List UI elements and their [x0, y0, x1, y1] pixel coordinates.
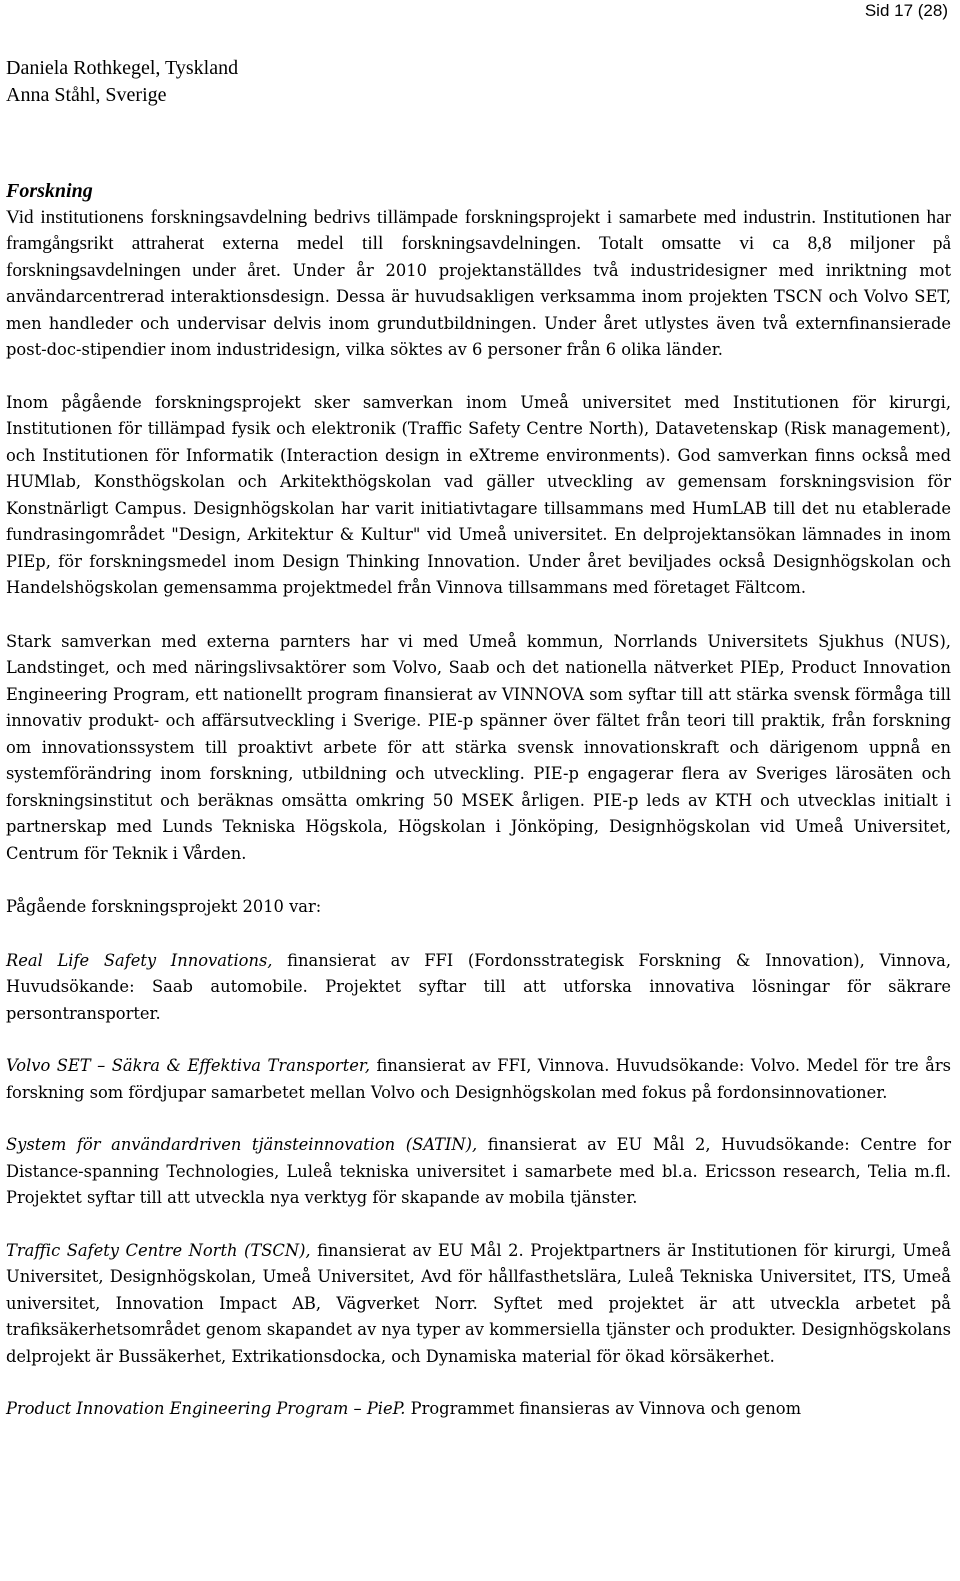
project-description: finansierat av FFI, Vinnova. Huvudsökande: Volvo. Medel för tre års forskning som fördjupar samarbetet mellan Volvo och Designhögskolan med fokus på fordonsinnovationer. — [6, 1056, 951, 1102]
project-entry — [6, 1396, 951, 1423]
projects-intro: Pågående forskningsprojekt 2010 var: — [6, 897, 322, 916]
project-name: Real Life Safety Innovations, — [6, 950, 273, 970]
forskning-paragraph — [6, 205, 951, 364]
forskning-paragraph-intro: Vid institutionens forskningsavdelning bedrivs tillämpade forskningsprojekt i samarbete med industrin. Institutionen har framgångsrikt attraherat externa medel till forskningsavdelningen. Totalt omsatte vi ca 8,8 miljoner på forskningsavdelningen under året. — [6, 206, 951, 281]
project-name: Traffic Safety Centre North (TSCN), — [6, 1240, 311, 1260]
partners-paragraph: Stark samverkan med externa parnters har vi med Umeå kommun, Norrlands Universitets Sjukhus (NUS), Landstinget, och med näringslivsaktörer som Volvo, Saab och det nationella nätverket PIEp, Product Innovation Engineering Program, ett nationellt program finansierat av VINNOVA som syftar till att stärka svensk förmåga till innovativ produkt- och affärsutveckling i Sverige. PIE-p spänner över fältet från teori till praktik, från forskning om innovationssystem till proaktivt arbete för att stärka svensk innovationskraft och därigenom uppnå en systemförändring inom forskning, utbildning och utveckling. PIE-p engagerar flera av Sveriges lärosäten och forskningsinstitut och beräknas omsätta omkring 50 MSEK årligen. PIE-p leds av KTH och utvecklas initialt i partnerskap med Lunds Tekniska Högskola, Högskolan i Jönköping, Designhögskolan vid Umeå Universitet, Centrum för Teknik i Vården. — [6, 631, 951, 863]
project-description: finansierat av EU Mål 2. Projektpartners är Institutionen för kirurgi, Umeå Universitet, Designhögskolan, Umeå Universitet, Avd för hållfasthetslära, Luleå Tekniska Universitet, ITS, Umeå universitet, Innovation Impact AB, Vägverket Norr. Syftet med projektet är att utveckla arbetet på trafiksäkerhetsområdet genom skapandet av nya typer av kommersiella tjänster och produkter. Designhögskolans delprojekt är Bussäkerhet, Extrikationsdocka, och Dynamiska material för ökad körsäkerhet. — [6, 1240, 952, 1366]
collaboration-paragraph: Inom pågående forskningsprojekt sker samverkan inom Umeå universitet med Institutionen för kirurgi, Institutionen för tillämpad fysik och elektronik (Traffic Safety Centre North), Datavetenskap (Risk management), och Institutionen för Informatik (Interaction design in eXtreme environments). God samverkan finns också med HUMlab, Konsthögskolan och Arkitekthögskolan vad gäller utveckling av gemensam forskningsvision för Konstnärligt Campus. Designhögskolan har varit initiativtagare tillsammans med HumLAB till det nu etablerade fundrasingområdet "Design, Arkitektur & Kultur" vid Umeå universitet. En delprojektansökan lämnades in inom PIEp, för forskningsmedel inom Design Thinking Innovation. Under året beviljades också Designhögskolan och Handelshögskolan gemensamma projektmedel från Vinnova tillsammans med företaget Fältcom. — [6, 392, 951, 597]
project-name: Volvo SET – Säkra & Effektiva Transporter, — [6, 1056, 371, 1075]
document-body — [6, 55, 951, 1423]
project-entry — [6, 1053, 951, 1106]
author-list — [6, 55, 951, 108]
author-name: Daniela Rothkegel, Tyskland — [6, 57, 239, 79]
project-description: finansierat av EU Mål 2, Huvudsökande: Centre for Distance-spanning Technologies, Luleå tekniska universitet i samarbete med bl.a. Ericsson research, Telia m.fl. Projektet syftar till att utveckla nya verktyg för skapande av mobila tjänster. — [6, 1135, 952, 1207]
page-number: Sid 17 (28) — [864, 1, 948, 20]
project-entry — [6, 1238, 951, 1371]
section-heading: Forskning — [6, 180, 93, 202]
project-entry — [6, 948, 951, 1028]
project-name: System för användardriven tjänsteinnovation (SATIN), — [6, 1135, 478, 1154]
project-description: finansierat av FFI (Fordonsstrategisk Forskning & Innovation), Vinnova, Huvudsökande: Saab automobile. Projektet syftar till att utforska innovativa lösningar för säkrare persontransporter. — [6, 950, 951, 1023]
author-name: Anna Ståhl, Sverige — [6, 83, 167, 106]
project-description: Programmet finansieras av Vinnova och genom — [405, 1399, 802, 1418]
project-name: Product Innovation Engineering Program – PieP. — [6, 1399, 406, 1418]
forskning-paragraph-rest: Under år 2010 projektanställdes två industridesigner med inriktning mot användarcentrerad interaktionsdesign. Dessa är huvudsakligen verksamma inom projekten TSCN och Volvo SET, men handleder och undervisar delvis inom grundutbildningen. Under året utlystes även två externfinansierade post-doc-stipendier inom industridesign, vilka söktes av 6 personer från 6 olika länder. — [6, 260, 951, 359]
project-entry — [6, 1132, 951, 1212]
